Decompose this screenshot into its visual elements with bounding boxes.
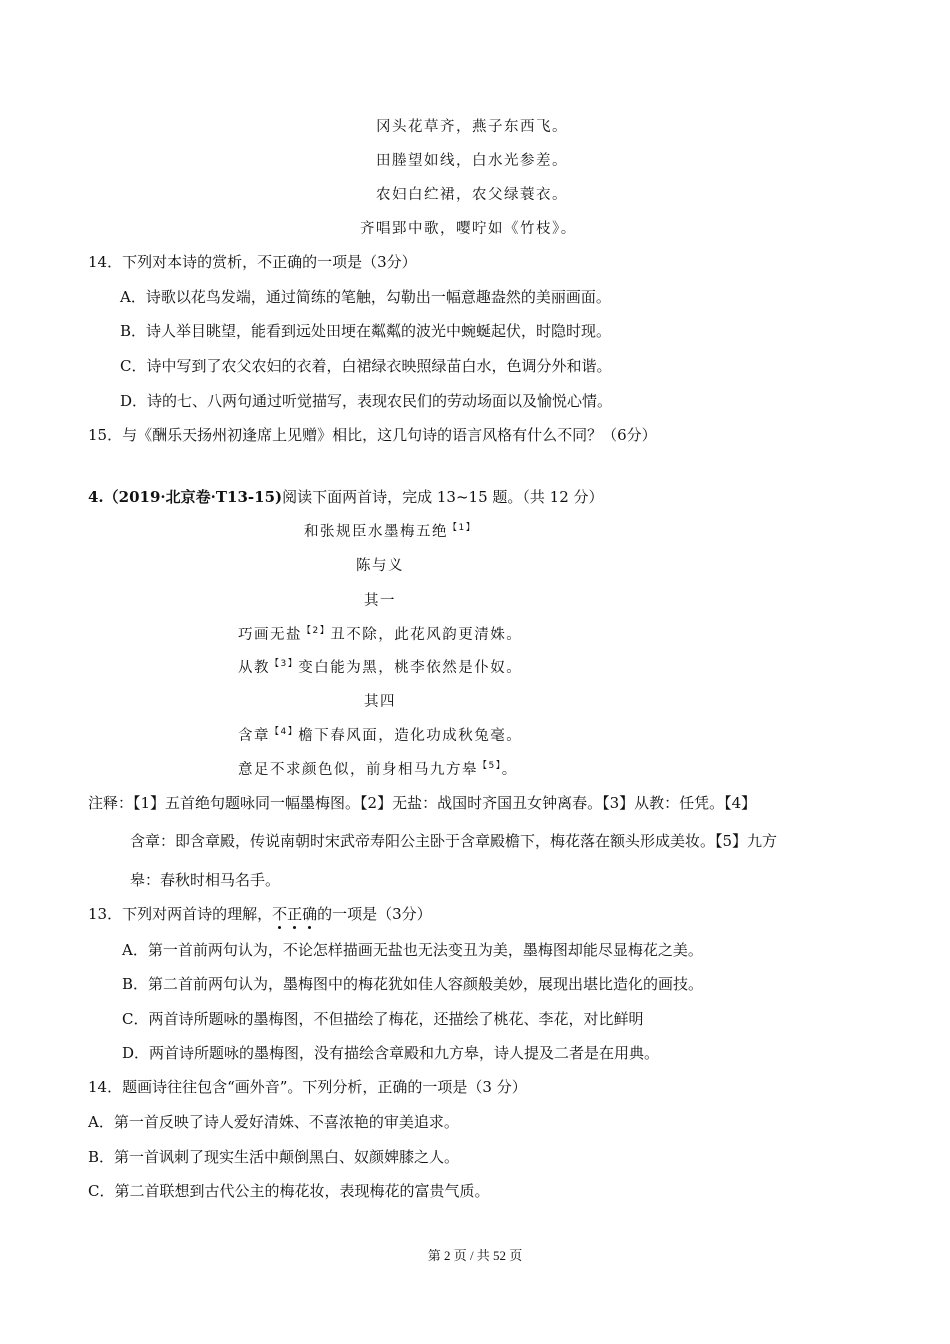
q13-option-a: A．第一首前两句认为，不论怎样描画无盐也无法变丑为美，墨梅图却能尽显梅花之美。 xyxy=(122,941,703,959)
poem-text: 含章 xyxy=(238,728,270,744)
poem-text: 丑不除，此花风韵更清姝。 xyxy=(330,627,523,643)
note-ref-5: 【5】 xyxy=(478,761,502,771)
note-ref-2: 【2】 xyxy=(302,626,331,636)
poem2-title xyxy=(304,522,476,542)
q14a-option-d: D．诗的七、八两句通过听觉描写，表现农民们的劳动场面以及愉悦心情。 xyxy=(120,392,613,410)
poem-text: 意足不求颜色似，前身相马九方皋 xyxy=(238,762,478,778)
section4-number: 4. xyxy=(88,488,104,506)
page-footer: 第 2 页 / 共 52 页 xyxy=(427,1248,523,1263)
q14b-option-b: B．第一首讽刺了现实生活中颠倒黑白、奴颜婢膝之人。 xyxy=(88,1148,460,1166)
q13-option-b: B．第二首前两句认为，墨梅图中的梅花犹如佳人容颜般美妙，展现出堪比造化的画技。 xyxy=(122,975,704,993)
note-ref-4: 【4】 xyxy=(270,727,299,737)
poem2-part4-heading: 其四 xyxy=(364,694,396,710)
poem2-part4-line-1 xyxy=(238,726,522,746)
q13-option-c: C．两首诗所题咏的墨梅图，不但描绘了梅花，还描绘了桃花、李花，对比鲜明 xyxy=(122,1010,644,1028)
poem2-part1-line-1 xyxy=(238,625,522,645)
emphasis-char: 不 xyxy=(272,905,288,923)
section4-heading xyxy=(88,487,604,507)
q14a-option-b: B．诗人举目眺望，能看到远处田埂在粼粼的波光中蜿蜒起伏，时隐时现。 xyxy=(120,322,612,340)
q14a-option-c: C．诗中写到了农父农妇的衣着，白裙绿衣映照绿苗白水，色调分外和谐。 xyxy=(120,357,612,375)
q13-stem-text: 的一项是（3分） xyxy=(317,905,432,923)
poem1-line-2: 田塍望如线，白水光参差。 xyxy=(376,153,568,169)
q13-stem xyxy=(88,904,432,924)
notes-line-2: 含章：即含章殿，传说南朝时宋武帝寿阳公主卧于含章殿檐下，梅花落在额头形成美妆。【5】九方 xyxy=(130,832,778,850)
q14a-stem: 14．下列对本诗的赏析，不正确的一项是（3分） xyxy=(88,253,417,271)
q13-stem-text: 13．下列对两首诗的理解， xyxy=(88,905,273,923)
poem2-part1-line-2 xyxy=(238,658,522,678)
q14b-stem: 14．题画诗往往包含“画外音”。下列分析，正确的一项是（3 分） xyxy=(88,1078,527,1096)
poem2-part1-heading: 其一 xyxy=(364,593,396,609)
section4-source: （2019·北京卷·T13-15) xyxy=(103,488,283,506)
poem2-author: 陈与义 xyxy=(356,558,404,574)
q14b-option-a: A．第一首反映了诗人爱好清姝、不喜浓艳的审美追求。 xyxy=(88,1113,459,1131)
emphasis-char: 正 xyxy=(287,905,303,923)
section4-instruction: 阅读下面两首诗，完成 13~15 题。（共 12 分） xyxy=(282,488,604,506)
poem2-title-text: 和张规臣水墨梅五绝 xyxy=(304,524,448,540)
q14b-option-c: C．第二首联想到古代公主的梅花妆，表现梅花的富贵气质。 xyxy=(88,1182,490,1200)
notes-line-1: 注释：【1】五首绝句题咏同一幅墨梅图。【2】无盐：战国时齐国丑女钟离春。【3】从教：任凭。【4】 xyxy=(88,794,757,812)
q14a-option-a: A．诗歌以花鸟发端，通过简练的笔触，勾勒出一幅意趣盎然的美丽画面。 xyxy=(120,288,611,306)
note-ref-3: 【3】 xyxy=(270,659,299,669)
poem-text: 。 xyxy=(501,762,518,778)
notes-line-3: 皋：春秋时相马名手。 xyxy=(130,871,281,889)
poem1-line-1: 冈头花草齐，燕子东西飞。 xyxy=(376,119,568,135)
poem-text: 檐下春风面，造化功成秋兔毫。 xyxy=(298,728,523,744)
poem1-line-4: 齐唱郢中歌，嘤咛如《竹枝》。 xyxy=(360,221,577,237)
q15-stem: 15．与《酬乐天扬州初逢席上见赠》相比，这几句诗的语言风格有什么不同？（6分） xyxy=(88,426,657,444)
poem2-part4-line-2 xyxy=(238,760,518,780)
q13-option-d: D．两首诗所题咏的墨梅图，没有描绘含章殿和九方皋，诗人提及二者是在用典。 xyxy=(122,1044,660,1062)
poem-text: 从教 xyxy=(238,660,270,676)
emphasis-char: 确 xyxy=(302,905,318,923)
poem2-title-note: 【1】 xyxy=(448,523,477,533)
poem1-line-3: 农妇白纻裙，农父绿蓑衣。 xyxy=(376,187,568,203)
poem-text: 变白能为黑，桃李依然是仆奴。 xyxy=(298,660,523,676)
poem-text: 巧画无盐 xyxy=(238,627,302,643)
